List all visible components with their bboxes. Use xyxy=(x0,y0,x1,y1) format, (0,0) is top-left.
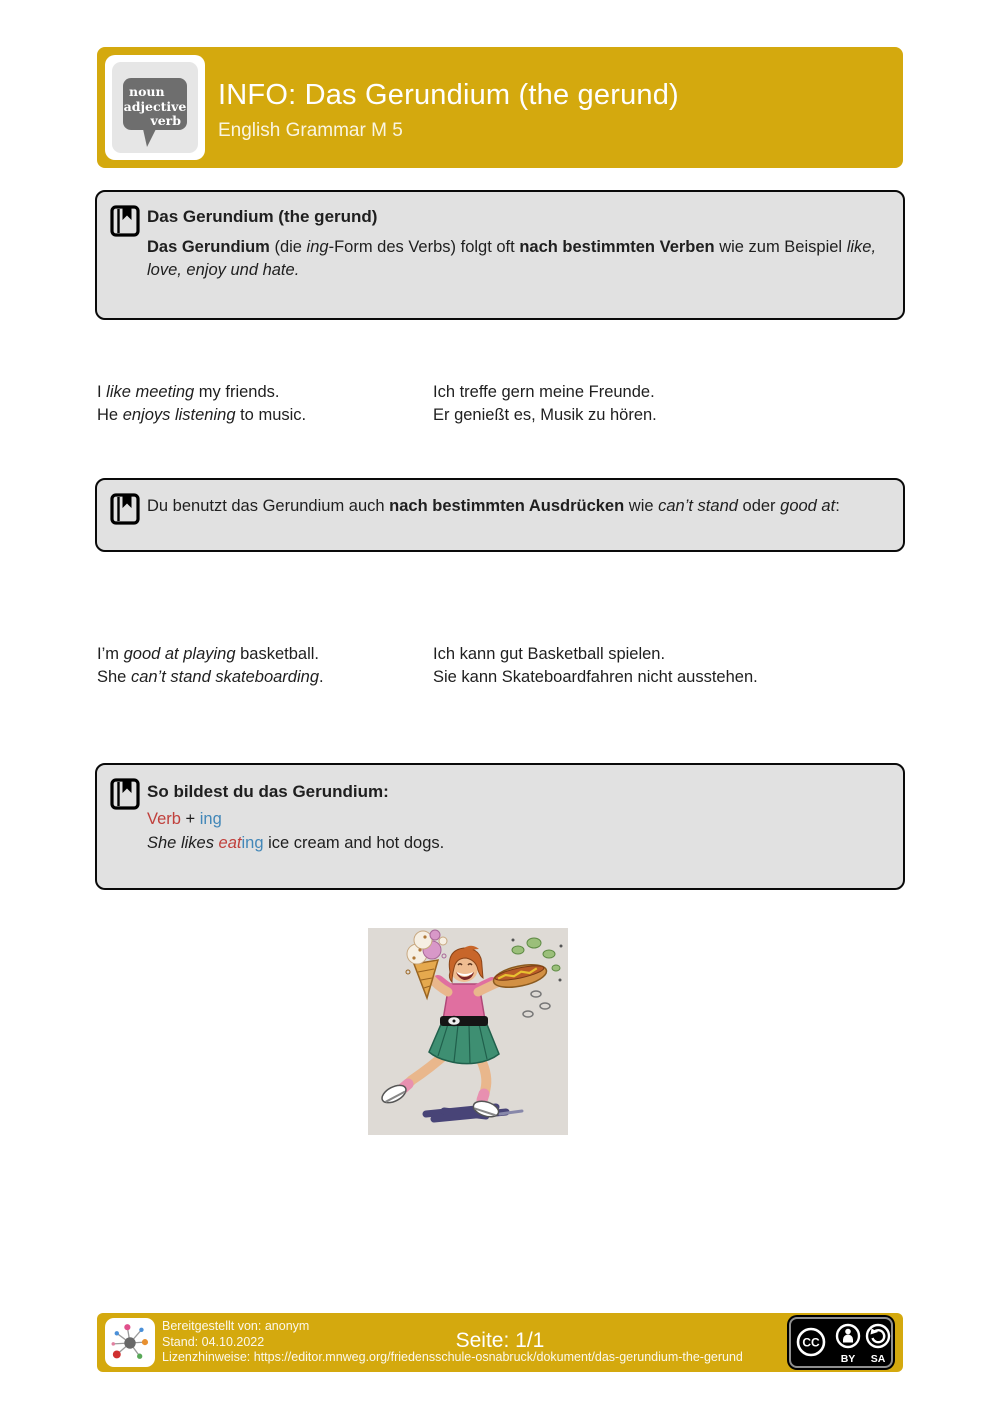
mnweg-network-logo xyxy=(105,1318,155,1367)
mnweg-words-logo xyxy=(105,55,205,160)
info-box-formation xyxy=(95,763,905,890)
example-line-de: Ich treffe gern meine Freunde. xyxy=(433,383,655,401)
info-box-text: Das Gerundium (die ing-Form des Verbs) folgt oft nach bestimmten Verben wie zum Beispiel like, love, enjoy und hate. xyxy=(147,238,877,279)
cc-label: CC xyxy=(802,1335,820,1350)
example-german-column xyxy=(433,381,903,427)
page-title: INFO: Das Gerundium (the gerund) xyxy=(218,79,679,111)
provided-by-text: Bereitgestellt von: anonym xyxy=(162,1319,310,1333)
example-german-column xyxy=(433,643,903,689)
sa-arrow-icon xyxy=(867,1325,889,1347)
footer-bar xyxy=(97,1313,903,1372)
illustration-girl-ice-cream-hotdog xyxy=(368,928,568,1135)
by-label: BY xyxy=(840,1353,856,1365)
speech-bubble-icon xyxy=(111,61,199,154)
sa-label: SA xyxy=(870,1353,886,1365)
header-banner xyxy=(97,47,903,168)
example-line-en: I’m good at playing basketball. xyxy=(97,645,319,663)
cc-by-sa-icons xyxy=(791,1319,891,1366)
date-text: Stand: 04.10.2022 xyxy=(162,1334,265,1349)
cc-by-sa-badge xyxy=(789,1317,893,1368)
gerund-formula: Verb + ing xyxy=(147,810,222,828)
example-line-de: Sie kann Skateboardfahren nicht ausstehen. xyxy=(433,668,758,686)
example-english-column xyxy=(97,643,427,689)
info-box-heading: So bildest du das Gerundium: xyxy=(147,782,389,801)
example-line-en: She can’t stand skateboarding. xyxy=(97,668,324,686)
example-english-column xyxy=(97,381,427,427)
cartoon-girl-image xyxy=(368,928,568,1135)
book-bookmark-icon xyxy=(110,493,140,525)
example-line-en: I like meeting my friends. xyxy=(97,383,280,401)
logo-word-verb: verb xyxy=(150,113,181,128)
footer-meta xyxy=(162,1319,743,1366)
info-box-text: Du benutzt das Gerundium auch nach bestimmten Ausdrücken wie can’t stand oder good at: xyxy=(147,497,840,515)
info-box-expressions xyxy=(95,478,905,552)
info-box-gerund-definition xyxy=(95,190,905,320)
example-line-de: Ich kann gut Basketball spielen. xyxy=(433,645,666,663)
logo-word-adjective: adjective xyxy=(123,99,187,114)
book-bookmark-icon xyxy=(110,778,140,810)
logo-word-noun: noun xyxy=(129,84,165,99)
page-indicator: Seite: 1/1 xyxy=(455,1329,545,1352)
info-box-heading: Das Gerundium (the gerund) xyxy=(147,207,378,226)
book-bookmark-icon xyxy=(110,205,140,237)
network-molecule-icon xyxy=(108,1321,152,1365)
example-line-en: He enjoys listening to music. xyxy=(97,406,307,424)
license-text: Lizenzhinweise: https://editor.mnweg.org/friedensschule-osnabruck/dokument/das-gerundium-the-gerund xyxy=(162,1350,743,1364)
page-subtitle: English Grammar M 5 xyxy=(218,120,403,141)
gerund-formula-example: She likes eating ice cream and hot dogs. xyxy=(147,834,445,852)
example-line-de: Er genießt es, Musik zu hören. xyxy=(433,406,657,424)
